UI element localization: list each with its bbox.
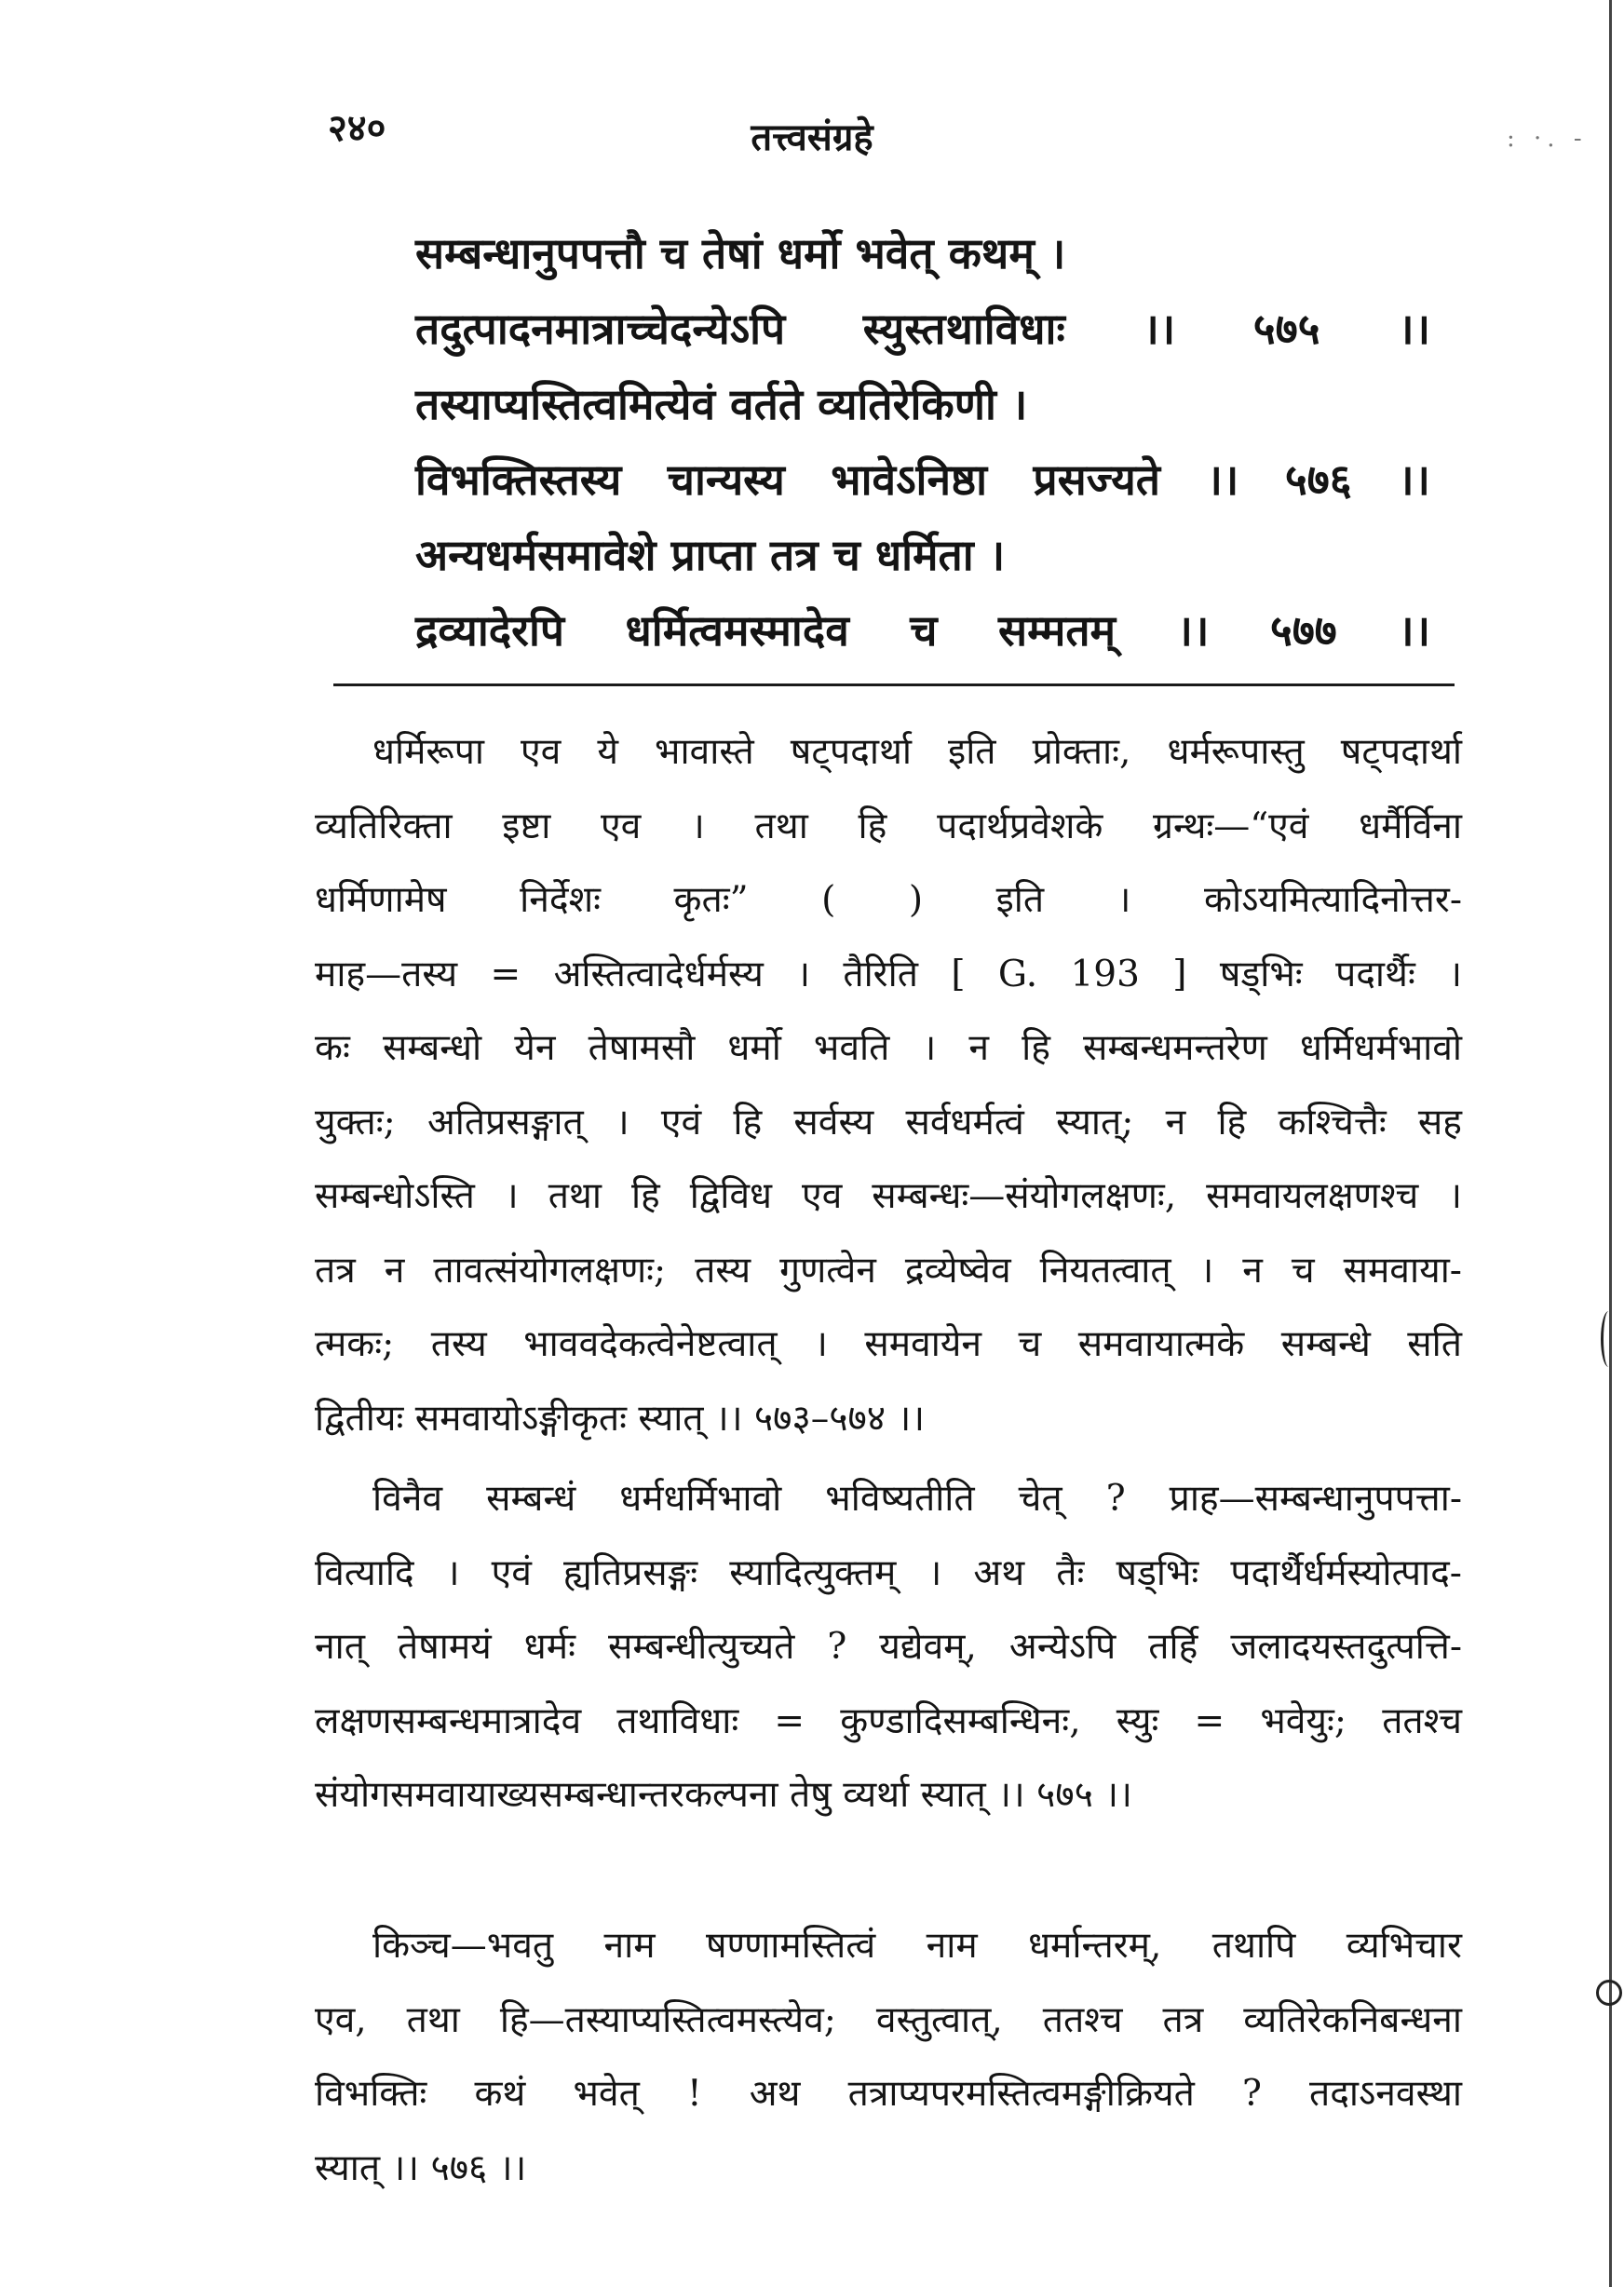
- binding-thread: [1609, 0, 1612, 2287]
- commentary-line: स्यात् ।। ५७६ ।।: [315, 2146, 527, 2189]
- verse-line: तदुत्पादनमात्राच्चेदन्येऽपि स्युस्तथाविधाः ।। ५७५ ।।: [415, 304, 1430, 354]
- verse-line: अन्यधर्मसमावेशे प्राप्ता तत्र च धर्मिता ।: [415, 530, 1006, 580]
- verse-block: [415, 216, 1430, 669]
- verse-line: द्रव्यादेरपि धर्मित्वमस्मादेव च सम्मतम् ।। ५७७ ।।: [415, 605, 1430, 656]
- binding-stitch-icon: [1601, 1311, 1617, 1367]
- commentary-line: नात् तेषामयं धर्मः सम्बन्धीत्युच्यते ? यद्येवम्, अन्येऽपि तर्हि जलादयस्तदुत्पत्ति-: [315, 1626, 1462, 1668]
- commentary-line: तत्र न तावत्संयोगलक्षणः; तस्य गुणत्वेन द्रव्येष्वेव नियतत्वात् । न च समवाया-: [315, 1249, 1462, 1292]
- commentary-line: धर्मिणामेष निर्देशः कृतः” ( ) इति । कोऽयमित्यादिनोत्तर-: [315, 879, 1462, 921]
- binding-knot-icon: [1596, 1980, 1622, 2006]
- commentary-line: लक्षणसम्बन्धमात्रादेव तथाविधाः = कुण्डादिसम्बन्धिनः, स्युः = भवेयुः; ततश्च: [315, 1699, 1462, 1742]
- commentary-line: माह—तस्य = अस्तित्वादेर्धर्मस्य । तैरिति [ G. 193 ] षड्भिः पदार्थैः ।: [315, 953, 1462, 995]
- commentary-line: वित्यादि । एवं ह्यतिप्रसङ्गः स्यादित्युक्तम् । अथ तैः षड्भिः पदार्थैर्धर्मस्योत्पाद-: [315, 1551, 1462, 1594]
- commentary-line: विभक्तिः कथं भवेत् ! अथ तत्राप्यपरमस्तित्वमङ्गीक्रियते ? तदाऽनवस्था: [315, 2073, 1462, 2115]
- verse-line: सम्बन्धानुपपत्तौ च तेषां धर्मो भवेत् कथम् ।: [415, 228, 1066, 278]
- commentary-line: युक्तः; अतिप्रसङ्गात् । एवं हि सर्वस्य सर्वधर्मत्वं स्यात्; न हि कश्चित्तैः सह: [315, 1101, 1462, 1144]
- commentary-line: व्यतिरिक्ता इष्टा एव । तथा हि पदार्थप्रवेशके ग्रन्थः—“एवं धर्मैर्विना: [315, 805, 1462, 847]
- page-number: २४०: [328, 106, 386, 150]
- verse-line: विभक्तिस्तस्य चान्यस्य भावेऽनिष्ठा प्रसज्यते ।। ५७६ ।।: [415, 454, 1430, 505]
- commentary-line: धर्मिरूपा एव ये भावास्ते षट्पदार्था इति प्रोक्ताः, धर्मरूपास्तु षट्पदार्था: [372, 731, 1462, 773]
- commentary-line: कः सम्बन्धो येन तेषामसौ धर्मो भवति । न हि सम्बन्धमन्तरेण धर्मिधर्मभावो: [315, 1027, 1462, 1069]
- commentary-line: सम्बन्धोऽस्ति । तथा हि द्विविध एव सम्बन्धः—संयोगलक्षणः, समवायलक्षणश्च ।: [315, 1175, 1462, 1217]
- running-title: तत्त्वसंग्रहे: [751, 115, 873, 159]
- margin-mark: : ·. -: [1507, 125, 1588, 153]
- verse-line: तस्याप्यस्तित्वमित्येवं वर्तते व्यतिरेकिणी ।: [415, 379, 1028, 429]
- separator-rule: [333, 683, 1455, 686]
- commentary-line: किञ्च—भवतु नाम षण्णामस्तित्वं नाम धर्मान्तरम्, तथापि व्यभिचार: [372, 1925, 1462, 1967]
- commentary-paragraph-1: [315, 715, 1462, 1455]
- commentary-line: संयोगसमवायाख्यसम्बन्धान्तरकल्पना तेषु व्यर्था स्यात् ।। ५७५ ।।: [315, 1774, 1132, 1816]
- commentary-line: एव, तथा हि—तस्याप्यस्तित्वमस्त्येव; वस्तुत्वात्, ततश्च तत्र व्यतिरेकनिबन्धना: [315, 1998, 1462, 2041]
- commentary-line: द्वितीयः समवायोऽङ्गीकृतः स्यात् ।। ५७३–५७४ ।।: [315, 1397, 926, 1440]
- commentary-paragraph-3: [315, 1909, 1462, 2205]
- commentary-line: विनैव सम्बन्धं धर्मधर्मिभावो भविष्यतीति चेत् ? प्राह—सम्बन्धानुपपत्ता-: [372, 1478, 1462, 1520]
- commentary-line: त्मकः; तस्य भाववदेकत्वेनेष्टत्वात् । समवायेन च समवायात्मके सम्बन्धे सति: [315, 1323, 1462, 1365]
- commentary-paragraph-2: [315, 1462, 1462, 1833]
